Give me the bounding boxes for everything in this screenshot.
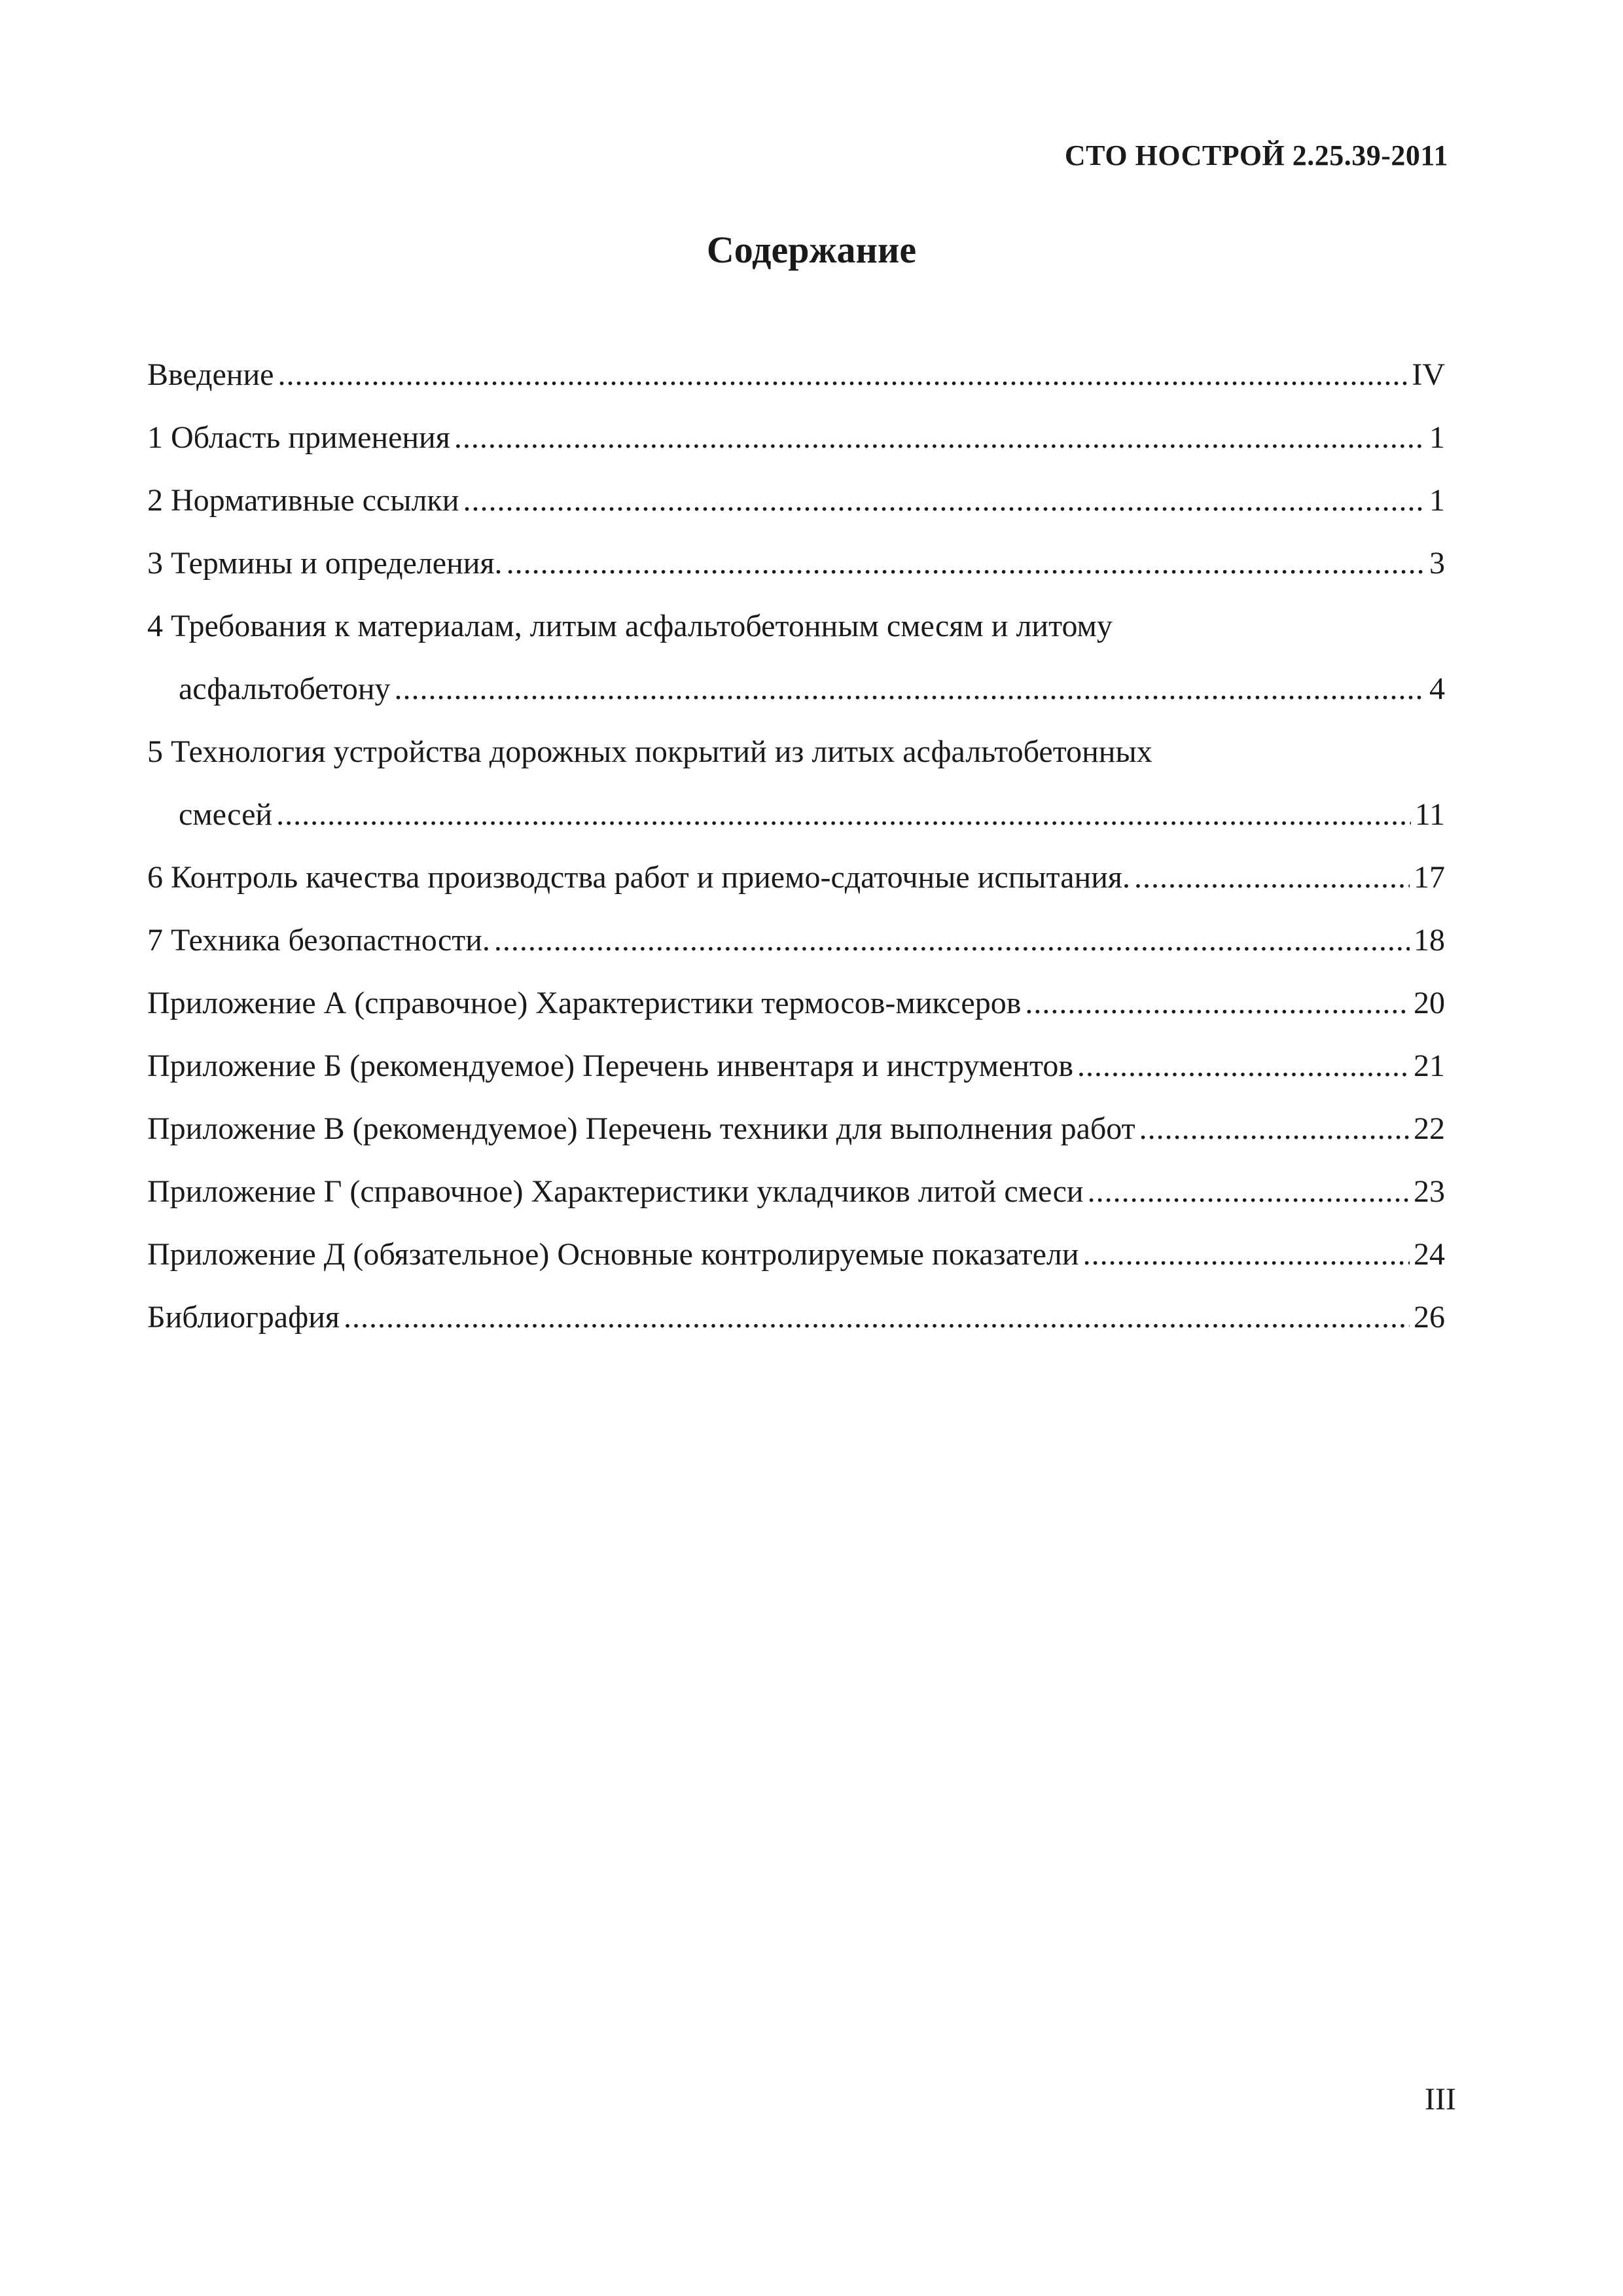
dot-leader <box>1134 846 1410 909</box>
toc-entry-text: Приложение А (справочное) Характеристики термосов-миксеров <box>147 986 1022 1020</box>
toc-entry-page: IV <box>1412 357 1445 392</box>
toc-entry-text: Приложение Д (обязательное) Основные контролируемые показатели <box>147 1237 1079 1272</box>
toc-entry-continuation[interactable] <box>147 783 1445 846</box>
toc-entry-page: 23 <box>1414 1174 1445 1209</box>
toc-entry-page: 1 <box>1429 420 1445 455</box>
toc-entry[interactable] <box>147 1223 1445 1286</box>
dot-leader <box>344 1286 1410 1349</box>
dot-leader <box>1077 1035 1410 1098</box>
toc-entry-text: Приложение Б (рекомендуемое) Перечень инвентаря и инструментов <box>147 1049 1073 1083</box>
toc-entry-text: 4 Требования к материалам, литым асфальтобетонным смесям и литому <box>147 609 1113 643</box>
toc-entry-text: Библиография <box>147 1300 340 1335</box>
toc-entry-page: 21 <box>1414 1049 1445 1083</box>
dot-leader <box>276 783 1411 846</box>
toc-entry-text: 3 Термины и определения. <box>147 546 503 581</box>
page-number: III <box>1425 2082 1456 2117</box>
dot-leader <box>1088 1160 1410 1223</box>
toc-entry-page: 26 <box>1414 1300 1445 1335</box>
toc-entry-page: 17 <box>1414 860 1445 895</box>
toc-entry-page: 18 <box>1414 923 1445 958</box>
dot-leader <box>277 344 1408 406</box>
toc-entry-first-line[interactable] <box>147 721 1445 783</box>
toc-entry-text: Введение <box>147 357 274 392</box>
toc-entry-page: 1 <box>1429 483 1445 518</box>
toc-entry[interactable] <box>147 846 1445 909</box>
dot-leader <box>494 909 1410 972</box>
dot-leader <box>395 658 1425 721</box>
toc-entry[interactable] <box>147 1160 1445 1223</box>
toc-entry-page: 11 <box>1414 797 1445 832</box>
table-of-contents <box>147 344 1445 1349</box>
toc-entry[interactable] <box>147 1286 1445 1349</box>
dot-leader <box>1083 1223 1410 1286</box>
toc-entry[interactable] <box>147 972 1445 1035</box>
toc-entry[interactable] <box>147 344 1445 406</box>
toc-entry[interactable] <box>147 532 1445 595</box>
document-code-header: СТО НОСТРОЙ 2.25.39-2011 <box>1064 139 1448 171</box>
dot-leader <box>1139 1098 1410 1160</box>
toc-entry-text: 7 Техника безопастности. <box>147 923 490 958</box>
toc-entry-text: Приложение Г (справочное) Характеристики укладчиков литой смеси <box>147 1174 1084 1209</box>
toc-entry-text-cont: смесей <box>179 797 273 832</box>
toc-entry-text: 6 Контроль качества производства работ и приемо-сдаточные испытания. <box>147 860 1130 895</box>
toc-entry-text: 2 Нормативные ссылки <box>147 483 459 518</box>
toc-entry-continuation[interactable] <box>147 658 1445 721</box>
toc-entry-page: 3 <box>1429 546 1445 581</box>
toc-entry-text: 5 Технология устройства дорожных покрытий из литых асфальтобетонных <box>147 734 1152 769</box>
toc-entry[interactable] <box>147 1098 1445 1160</box>
toc-entry[interactable] <box>147 406 1445 469</box>
toc-entry[interactable] <box>147 469 1445 532</box>
toc-entry-text: Приложение В (рекомендуемое) Перечень техники для выполнения работ <box>147 1111 1135 1146</box>
toc-entry[interactable] <box>147 1035 1445 1098</box>
toc-entry-text-cont: асфальтобетону <box>179 672 391 706</box>
toc-entry-text: 1 Область применения <box>147 420 450 455</box>
dot-leader <box>1025 972 1410 1035</box>
toc-entry-page: 4 <box>1429 672 1445 706</box>
toc-entry[interactable] <box>147 909 1445 972</box>
toc-entry-first-line[interactable] <box>147 595 1445 658</box>
dot-leader <box>454 406 1425 469</box>
dot-leader <box>463 469 1425 532</box>
toc-entry-page: 22 <box>1414 1111 1445 1146</box>
dot-leader <box>507 532 1425 595</box>
toc-title: Содержание <box>706 228 917 271</box>
toc-entry-page: 20 <box>1414 986 1445 1020</box>
toc-entry-page: 24 <box>1414 1237 1445 1272</box>
